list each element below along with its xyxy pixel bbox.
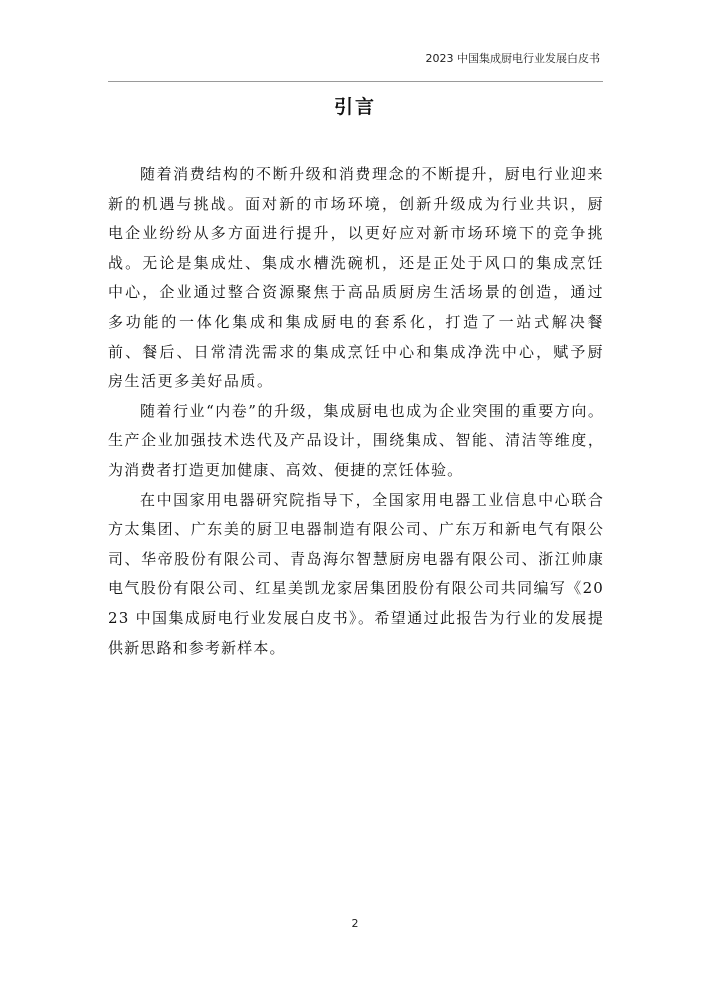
header-divider — [108, 81, 603, 82]
body-text — [108, 160, 604, 663]
intro-paragraph-2: 随着行业“内卷”的升级，集成厨电也成为企业突围的重要方向。生产企业加强技术迭代及产品设计，围绕集成、智能、清洁等维度，为消费者打造更加健康、高效、便捷的烹饪体验。 — [108, 401, 604, 479]
page-number: 2 — [351, 917, 359, 930]
running-header: 2023 中国集成厨电行业发展白皮书 — [425, 52, 600, 65]
intro-paragraph-3: 在中国家用电器研究院指导下，全国家用电器工业信息中心联合方太集团、广东美的厨卫电器制造有限公司、广东万和新电气有限公司、华帝股份有限公司、青岛海尔智慧厨房电器有限公司、浙江帅康电气股份有限公司、红星美凯龙家居集团股份有限公司共同编写《2023 中国集成厨电行业发展白皮书》。希望通过此报告为行业的发展提供新思路和参考新样本。 — [108, 490, 604, 657]
intro-paragraph-1: 随着消费结构的不断升级和消费理念的不断提升，厨电行业迎来新的机遇与挑战。面对新的市场环境，创新升级成为行业共识，厨电企业纷纷从多方面进行提升，以更好应对新市场环境下的竞争挑战。无论是集成灶、集成水槽洗碗机，还是正处于风口的集成烹饪中心，企业通过整合资源聚焦于高品质厨房生活场景的创造，通过多功能的一体化集成和集成厨电的套系化，打造了一站式解决餐前、餐后、日常清洗需求的集成烹饪中心和集成净洗中心，赋予厨房生活更多美好品质。 — [108, 165, 604, 391]
section-title: 引言 — [333, 96, 376, 118]
